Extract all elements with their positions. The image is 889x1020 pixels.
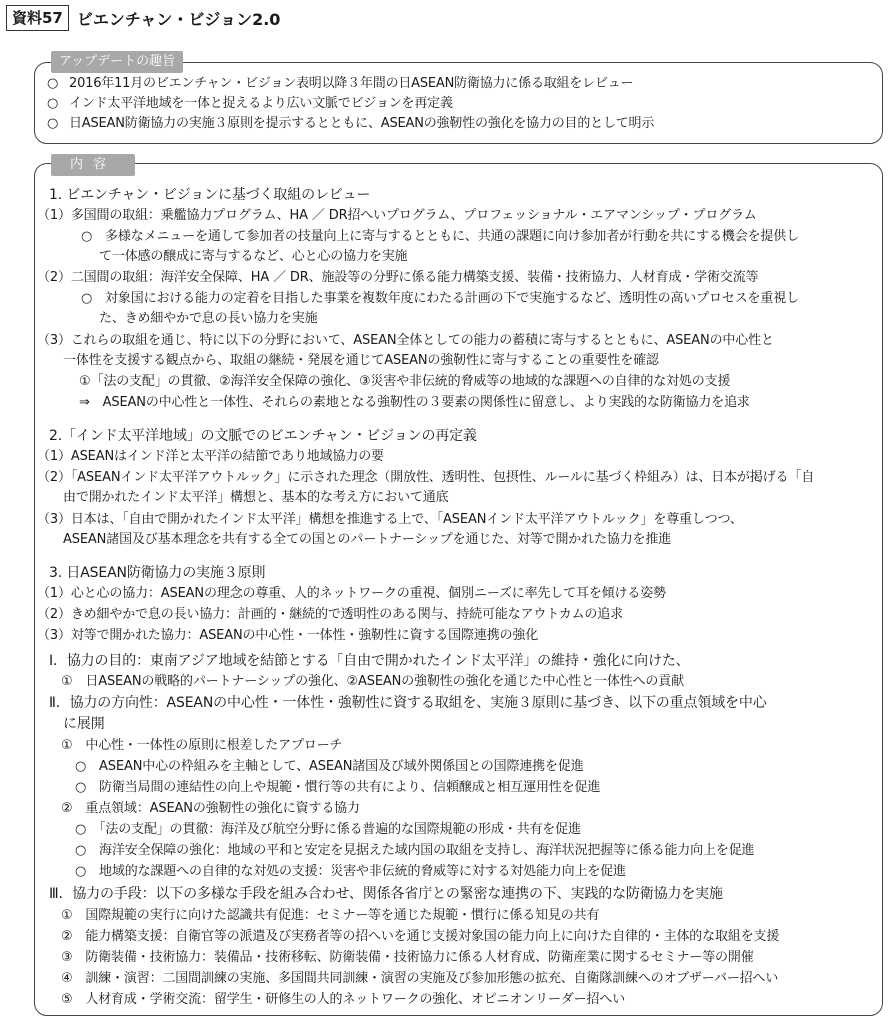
content-section-tab: 内容 [51, 154, 135, 176]
text-line: （3）対等で開かれた協力：ASEANの中心性・一体性・強靭性に資する国際連携の強化 [37, 628, 539, 643]
content-section [34, 157, 883, 1016]
text-line: （2）きめ細やかで息の長い協力：計画的・継続的で透明性のある関与、持続可能なアウトカムの追求 [37, 607, 623, 622]
document-title: ビエンチャン・ビジョン2.0 [76, 9, 281, 29]
circle-bullet-icon: ○ [47, 76, 59, 91]
text-line: ○ 対象国における能力の定着を目指した事業を複数年度にわたる計画の下で実施するなど、透明性の高いプロセスを重視し [81, 291, 799, 306]
update-section-tab: アップデートの趣旨 [51, 51, 183, 73]
text-line: ① 中心性・一体性の原則に根差したアプローチ [61, 738, 343, 753]
update-section [34, 54, 883, 144]
text-line: ③ 防衛装備・技術協力：装備品・技術移転、防衛装備・技術協力に係る人材育成、防衛産業に関するセミナー等の開催 [61, 950, 754, 965]
text-line: ⑤ 人材育成・学術交流：留学生・研修生の人的ネットワークの強化、オピニオンリーダー招へい [61, 992, 626, 1007]
text-line: ○ 地域的な課題への自律的な対処の支援：災害や非伝統的脅威等に対する対処能力向上を促進 [75, 864, 626, 879]
text-line: ① 国際規範の実行に向けた認識共有促進：セミナー等を通じた規範・慣行に係る知見の共有 [61, 908, 600, 923]
text-line: ○ 防衛当局間の連結性の向上や規範・慣行等の共有により、信頼醸成と相互運用性を促進 [75, 780, 601, 795]
text-line: ① 日ASEANの戦略的パートナーシップの強化、②ASEANの強靭性の強化を通じた中心性と一体性への貢献 [61, 674, 684, 689]
text-line: ○ ASEAN中心の枠組みを主軸として、ASEAN諸国及び域外関係国との国際連携を促進 [75, 759, 584, 774]
update-item: ○ 日ASEAN防衛協力の実施３原則を提示するとともに、ASEANの強靭性の強化を協力の目的として明示 [47, 116, 655, 131]
text-line: ⇒ ASEANの中心性と一体性、それらの素地となる強靭性の３要素の関係性に留意し、より実践的な防衛協力を追求 [79, 395, 750, 410]
section-heading: Ⅲ．協力の手段：以下の多様な手段を組み合わせ、関係各省庁との緊密な連携の下、実践的な防衛協力を実施 [49, 886, 723, 902]
text-line: 一体性を支援する観点から、取組の継続・発展を通じてASEANの強靭性に寄与することの重要性を確認 [63, 353, 659, 368]
text-line: （3）これらの取組を通じ、特に以下の分野において、ASEAN全体としての能力の蓄積に寄与するとともに、ASEANの中心性と [37, 333, 774, 348]
text-line: ② 能力構築支援：自衛官等の派遣及び実務者等の招へいを通じ支援対象国の能力向上に向けた自律的・主体的な取組を支援 [61, 929, 780, 944]
text-line: ④ 訓練・演習：二国間訓練の実施、多国間共同訓練・演習の実施及び参加形態の拡充、自衛隊訓練へのオブザーバー招へい [61, 971, 779, 986]
document-label: 資料57 [6, 5, 69, 31]
circle-bullet-icon: ○ [47, 116, 59, 131]
text-line: ○ 「法の支配」の貫徹：海洋及び航空分野に係る普遍的な国際規範の形成・共有を促進 [75, 822, 581, 837]
section-heading: に展開 [63, 716, 105, 732]
text-line: ASEAN諸国及び基本理念を共有する全ての国とのパートナーシップを通じた、対等で開かれた協力を推進 [63, 532, 672, 547]
text-line: た、きめ細やかで息の長い協力を実施 [99, 311, 318, 326]
document-header [6, 4, 280, 32]
section-heading: 3. 日ASEAN防衛協力の実施３原則 [49, 565, 266, 581]
update-item: ○ 2016年11月のビエンチャン・ビジョン表明以降３年間の日ASEAN防衛協力に係る取組をレビュー [47, 76, 634, 91]
text-line: （1）心と心の協力：ASEANの理念の尊重、人的ネットワークの重視、個別ニーズに率先して耳を傾ける姿勢 [37, 586, 666, 601]
text-line: ○ 多様なメニューを通して参加者の技量向上に寄与するとともに、共通の課題に向け参加者が行動を共にする機会を提供し [81, 229, 799, 244]
text-line: （2）「ASEANインド太平洋アウトルック」に示された理念（開放性、透明性、包摂性、ルールに基づく枠組み）は、日本が掲げる「自 [37, 470, 815, 485]
section-heading: 2.「インド太平洋地域」の文脈でのビエンチャン・ビジョンの再定義 [49, 428, 477, 444]
text-line: （1）多国間の取組：乗艦協力プログラム、HA ／ DR招へいプログラム、プロフェッショナル・エアマンシップ・プログラム [37, 208, 757, 223]
text-line: ○ 海洋安全保障の強化：地域の平和と安定を見据えた域内国の取組を支持し、海洋状況把握等に係る能力向上を促進 [75, 843, 755, 858]
section-heading: 1. ビエンチャン・ビジョンに基づく取組のレビュー [49, 187, 371, 203]
section-heading: Ⅰ．協力の目的：東南アジア地域を結節とする「自由で開かれたインド太平洋」の維持・強化に向けた、 [49, 653, 690, 669]
update-item: ○ インド太平洋地域を一体と捉えるより広い文脈でビジョンを再定義 [47, 96, 453, 111]
section-heading: Ⅱ．協力の方向性：ASEANの中心性・一体性・強靭性に資する取組を、実施３原則に基づき、以下の重点領域を中心 [49, 695, 767, 711]
text-line: て一体感の醸成に寄与するなど、心と心の協力を実施 [99, 249, 408, 264]
circle-bullet-icon: ○ [47, 96, 59, 111]
text-line: ② 重点領域：ASEANの強靭性の強化に資する協力 [61, 801, 360, 816]
text-line: ①「法の支配」の貫徹、②海洋安全保障の強化、③災害や非伝統的脅威等の地域的な課題への自律的な対処の支援 [79, 374, 731, 389]
text-line: （1）ASEANはインド洋と太平洋の結節であり地域協力の要 [37, 449, 384, 464]
text-line: （3）日本は、「自由で開かれたインド太平洋」構想を推進する上で、「ASEANインド太平洋アウトルック」を尊重しつつ、 [37, 512, 743, 527]
text-line: （2）二国間の取組：海洋安全保障、HA ／ DR、施設等の分野に係る能力構築支援、装備・技術協力、人材育成・学術交流等 [37, 270, 759, 285]
text-line: 由で開かれたインド太平洋」構想と、基本的な考え方において通底 [63, 490, 449, 505]
